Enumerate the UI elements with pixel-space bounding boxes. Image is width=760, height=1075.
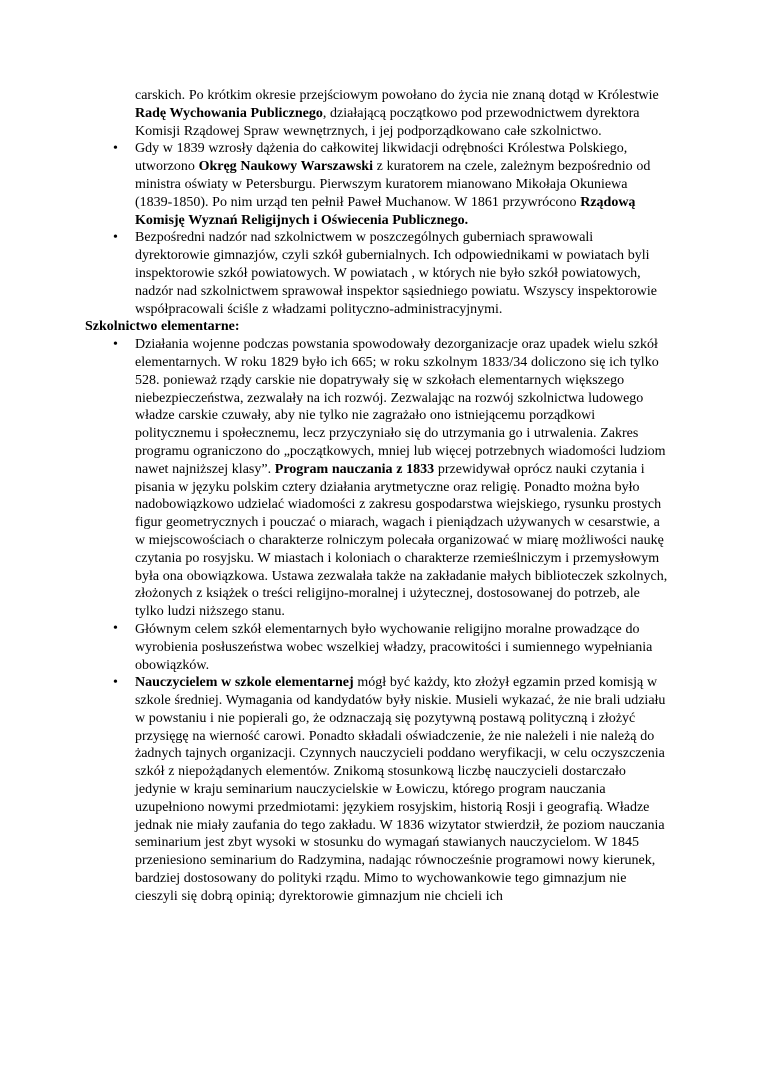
- text-run: Działania wojenne podczas powstania spowodowały dezorganizacje oraz upadek wielu szkół elementarnych. W roku 1829 było ich 665; w roku szkolnym 1833/34 doliczono się ich tylko 528. ponieważ rządy carskie nie dopatrywały się w szkołach elementarnych większego niebezpieczeństwa, zezwalały na ich rozwój. Zezwalając na rozwój szkolnictwa ludowego władze carskie czuwały, aby nie tylko nie zagrażało ono istniejącemu porządkowi politycznemu i społecznemu, lecz przyczyniało się do utrzymania go i utrwalenia. Zakres programu ograniczono do „początkowych, mniej lub więcej potrzebnych wiadomości ludziom nawet najniższej klasy”.: [135, 337, 666, 477]
- text-run: Bezpośredni nadzór nad szkolnictwem w poszczególnych guberniach sprawowali dyrektorowie gimnazjów, czyli szkół gubernialnych. Ich odpowiednikami w powiatach byli inspektorowie szkół powiatowych. W powiatach , w których nie było szkół powiatowych, nadzór nad szkolnictwem sprawował inspektor sąsiedniego powiatu. Wszyscy inspektorowie współpracowali ściśle z władzami polityczno-administracyjnymi.: [135, 230, 657, 317]
- text-run: , działającą początkowo pod przewodnictwem dyrektora Komisji Rządowej Spraw wewnętrznych, i jej podporządkowano całe szkolnictwo.: [135, 105, 640, 139]
- paragraph-text: [135, 141, 650, 227]
- bullet-item: [113, 229, 668, 318]
- bold-text-run: Szkolnictwo elementarne:: [85, 319, 240, 335]
- paragraph-text: [85, 319, 240, 334]
- paragraph-text: [135, 622, 652, 673]
- paragraph-text: [135, 88, 659, 139]
- bullet-marker: •: [113, 621, 118, 637]
- document-body: [85, 87, 670, 906]
- text-run: carskich. Po krótkim okresie przejściowym powołano do życia nie znaną dotąd w Królestwie: [135, 88, 659, 103]
- bold-text-run: Nauczycielem w szkole elementarnej: [135, 675, 354, 691]
- paragraph-text: [135, 675, 665, 904]
- bold-text-run: Radę Wychowania Publicznego: [135, 105, 323, 121]
- bold-text-run: Rządową Komisję Wyznań Religijnych i Oświecenia Publicznego.: [135, 194, 636, 228]
- paragraph-text: [135, 337, 667, 619]
- bullet-marker: •: [113, 336, 118, 352]
- text-run: Głównym celem szkół elementarnych było wychowanie religijno moralne prowadzące do wyrobienia posłuszeństwa wobec wszelkiej władzy, pracowitości i sumiennego wypełniania obowiązków.: [135, 621, 653, 673]
- bullet-item: [113, 674, 668, 905]
- bullet-item: [113, 621, 668, 674]
- bullet-marker: •: [113, 229, 118, 245]
- text-run: z kuratorem na czele, zależnym bezpośrednio od ministra oświaty w Petersburgu. Pierwszym kuratorem mianowano Mikołaja Okuniewa (1839-1850). Po nim urząd ten pełnił Paweł Muchanow. W 1861 przywrócono: [135, 159, 651, 210]
- continuation-paragraph: [135, 87, 668, 140]
- text-run: przewidywał oprócz nauki czytania i pisania w języku polskim cztery działania arytmetyczne oraz religię. Ponadto można było nadobowiązkowo udzielać wiadomości z zakresu gospodarstwa wiejskiego, rysunku prostych figur geometrycznych i pouczać o miarach, wagach i pieniądzach używanych w cesarstwie, a w miejscowościach o charakterze rolniczym polecała organizować w miarę możliwości naukę czytania po rosyjsku. W miastach i koloniach o charakterze rzemieślniczym i przemysłowym była ona obowiązkowa. Ustawa zezwalała także na zakładanie małych biblioteczek szkolnych, złożonych z książek o treści religijno-moralnej i użytecznej, dostosowanej do potrzeb, ale tylko ludzi niższego stanu.: [135, 461, 668, 620]
- bullet-item: [113, 140, 668, 229]
- bullet-marker: •: [113, 674, 118, 690]
- bold-text-run: Okręg Naukowy Warszawski: [198, 159, 373, 175]
- bullet-item: [113, 336, 668, 621]
- bullet-marker: •: [113, 140, 118, 156]
- text-run: Gdy w 1839 wzrosły dążenia do całkowitej likwidacji odrębności Królestwa Polskiego, utworzono: [135, 141, 628, 175]
- text-run: mógł być każdy, kto złożył egzamin przed komisją w szkole średniej. Wymagania od kandydatów były niskie. Musieli wykazać, że nie brali udziału w powstaniu i nie popierali go, że odznaczają się pozytywną postawą polityczną i złożyć przysięgę na wierność carowi. Ponadto składali oświadczenie, że nie należeli i nie należą do żadnych tajnych organizacji. Czynnych nauczycieli poddano weryfikacji, w celu oczyszczenia szkół z niepożądanych elementów. Znikomą stosunkową liczbę nauczycieli dostarczało jedynie w kraju seminarium nauczycielskie w Łowiczu, którego program nauczania uzupełniono nowymi przedmiotami: językiem rosyjskim, historią Rosji i geografią. Władze jednak nie miały zaufania do tego zakładu. W 1836 wizytator stwierdził, że poziom nauczania seminarium jest zbyt wysoki w stosunku do wymagań stawianych nauczycielom. W 1845 przeniesiono seminarium do Radzymina, nadając równocześnie programowi nowy kierunek, bardziej dostosowany do polityki rządu. Mimo to wychowankowie tego gimnazjum nie cieszyli się dobrą opinią; dyrektorowie gimnazjum nie chcieli ich: [135, 675, 666, 904]
- section-heading: [85, 318, 670, 336]
- paragraph-text: [135, 230, 657, 316]
- bold-text-run: Program nauczania z 1833: [274, 461, 435, 477]
